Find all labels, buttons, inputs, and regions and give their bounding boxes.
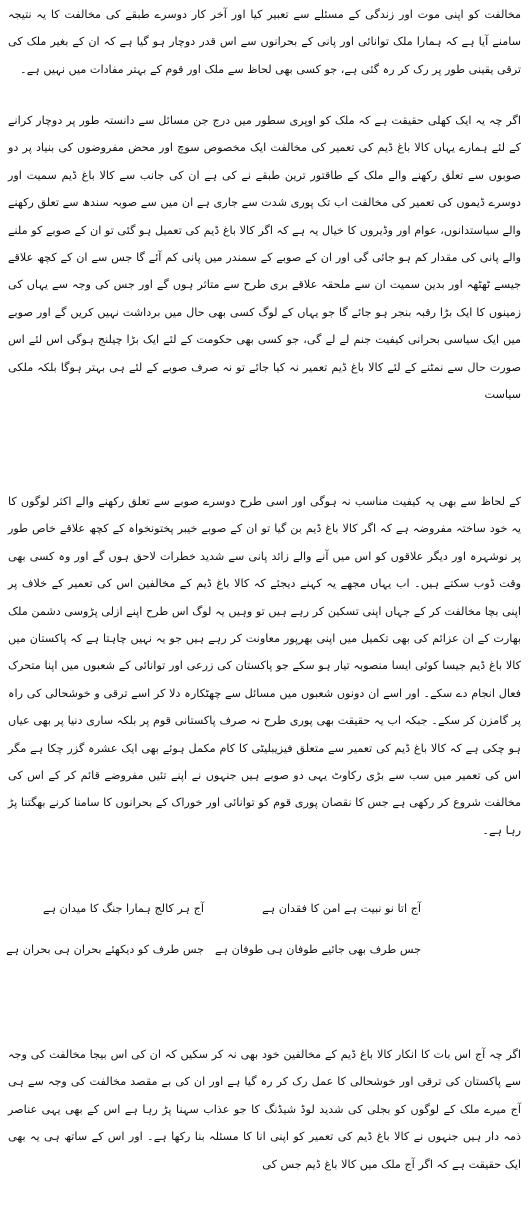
poem-line-3: جس طرف بھی جائیے طوفان ہی طوفان ہے — [214, 943, 421, 956]
poem-line-4: جس طرف کو دیکھئے بحران ہی بحران ہے — [6, 943, 204, 956]
paragraph-2: اگر چہ یہ ایک کھلی حقیقت ہے کہ ملک کو اوپری سطور میں درج جن مسائل سے دانستہ طور پر دوچار کرانے کے لئے ہمارے یہاں کالا باغ ڈیم کی تعمیر کی مخالفت ایک مخصوص سوچ اور محض مفروضوں کی بنیاد پر دو صوبوں سے تعلق رکھنے والے ملک کے طاقتور ترین طبقے نے کی ہے ان کی جانب سے کالا باغ ڈیم سمیت اور دوسرے ڈیموں کی تعمیر کی مخالفت اب تک پوری شدت سے جاری ہے ان میں سے صوبہ سندھ سے تعلق رکھنے والے سیاستدانوں، عوام اور وڈیروں کا خیال یہ ہے کہ اگر کالا باغ ڈیم کی تعمیل ہو گئی تو ان کے صوبے کو ملنے والے پانی کی مقدار کم ہو جائی گی اور ان کے صوبے کے سمندر میں پانی کم آئے گا جس سے ان کے کچھ علاقے جیسے ٹھٹھہ اور بدین سمیت ان سے ملحقہ علاقے بری طرح سے متاثر ہوں گے اور جس کی وجہ سے یہاں کی زمینوں کا ایک بڑا رقبہ بنجر ہو جائے گا جو یہاں کے لوگ کسی بھی حال میں برداشت نہیں کریں گے اور صوبے میں ایک سیاسی بحرانی کیفیت جنم لے لے گی، جو کسی بھی حکومت کے لئے ایک بڑا چیلنج ہوگی اس لئے اس صورت حال سے نمٹنے کے لئے کالا باغ ڈیم تعمیر نہ کیا جائے تو نہ صرف صوبے کے لئے ہی بہتر ہوگا بلکہ ملکی سیاست — [8, 114, 521, 402]
paragraph-1: مخالفت کو اپنی موت اور زندگی کے مسئلے سے تعبیر کیا اور آخر کار دوسرے طبقے کی مخالفت کا یہ نتیجہ سامنے آیا ہے کہ ہمارا ملک توانائی اور پانی کے بحرانوں سے اس قدر دوچار ہو گیا ہے کہ ان کے بغیر ملک کی ترقی یقینی طور پر رک کر رہ گئی ہے، جو کسی بھی لحاظ سے ملک اور قوم کے بہتر مفادات میں نہیں ہے۔ — [8, 8, 521, 76]
paragraph-3: کے لحاظ سے بھی یہ کیفیت مناسب نہ ہوگی اور اسی طرح دوسرے صوبے سے تعلق رکھنے والے اکثر لوگوں کا یہ خود ساختہ مفروضہ ہے کہ اگر کالا باغ ڈیم بن گیا تو ان کے صوبے خیبر پختونخواہ کے کچھ علاقے خاص طور پر نوشہرہ اور دیگر علاقوں کو اس میں آنے والے زائد پانی سے شدید خطرات لاحق ہوں گے اور وہ کسی بھی وقت ڈوب سکتے ہیں۔ اب یہاں مجھے یہ کہنے دیجئے کہ کالا باغ ڈیم کے مخالفین اس کی تعمیر کے خلاف پر اپنی بچا مخالفت کر کے جہاں اپنی تسکین کر رہے ہیں تو وہیں یہ لوگ اس طرح اپنے ازلی پڑوسی دشمن ملک بھارت کے ان عزائم کی بھی تکمیل میں اپنی بھرپور معاونت کر رہے ہیں جو یہ نہیں چاہتا ہے کہ پاکستان میں کالا باغ ڈیم جیسا کوئی ایسا منصوبہ تیار ہو سکے جو پاکستان کی زرعی اور توانائی کے شعبوں میں اپنا متحرک فعال انجام دے سکے۔ اور اسے ان دونوں شعبوں میں مسائل سے چھٹکارہ دلا کر اسے ترقی و خوشحالی کی راہ پر گامزن کر سکے۔ جبکہ اب یہ حقیقت بھی پوری طرح نہ صرف پاکستانی قوم پر بلکہ ساری دنیا پر بھی عیاں ہو چکی ہے کہ کالا باغ ڈیم کی تعمیر سے متعلق فیزیبلیٹی کا کام مکمل ہوئے بھی ایک عشرہ گزر چکا ہے مگر اس کی تعمیر میں سب سے بڑی رکاوٹ یہی دو صوبے ہیں جنہوں نے اپنے تئیں مفروضے قائم کر کے اس کی مخالفت شروع کر رکھی ہے جس کا نقصان پوری قوم کو توانائی اور خوراک کے بحرانوں کا سامنا کرنے بھگتنا پڑ رہا ہے۔ — [8, 495, 521, 837]
paragraph-4: اگر چہ آج اس بات کا انکار کالا باغ ڈیم کے مخالفین خود بھی نہ کر سکیں کہ ان کی اس بیجا مخالفت کی وجہ سے پاکستان کی ترقی اور خوشحالی کا عمل رک کر رہ گیا ہے اور ان کی بے مقصد مخالفت کی وجہ سے ہی آج میرے ملک کے لوگوں کو بجلی کی شدید لوڈ شیڈنگ کا جو عذاب سہنا پڑ رہا ہے اس کے بھی یہی عناصر ذمہ دار ہیں جنہوں نے کالا باغ ڈیم کی تعمیر کو اپنی انا کا مسئلہ بنا رکھا ہے۔ اور اس کے ساتھ ہی یہ بھی ایک حقیقت ہے کہ اگر آج ملک میں کالا باغ ڈیم جس کی — [8, 1048, 521, 1171]
poem-line-2: آج ہر کالج ہمارا جنگ کا میدان ہے — [43, 902, 204, 915]
poem-line-1: آج اتا نو نبیت ہے امن کا فقدان ہے — [262, 902, 421, 915]
